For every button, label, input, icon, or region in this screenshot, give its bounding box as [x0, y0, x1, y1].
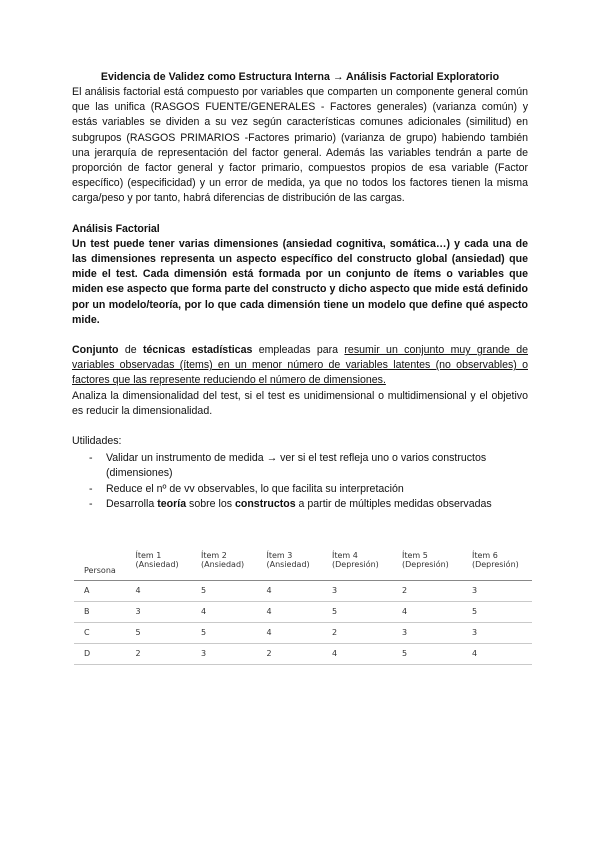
table-cell: 4 — [257, 622, 323, 643]
table-cell: 5 — [392, 643, 462, 664]
table-cell: 5 — [322, 601, 392, 622]
table-cell: 2 — [392, 580, 462, 601]
table-cell: 3 — [126, 601, 192, 622]
list-item: - Validar un instrumento de medida → ver si el test refleja uno o varios constructos (dimensiones) — [72, 451, 528, 481]
list-item — [72, 497, 528, 512]
table-row — [74, 643, 532, 664]
document-page — [72, 70, 528, 512]
table-header-item: Ítem 6 (Depresión) — [462, 540, 532, 580]
table-cell: 2 — [257, 643, 323, 664]
uses-heading: Utilidades: — [72, 435, 122, 448]
table-row — [74, 601, 532, 622]
list-item-text: a partir de múltiples medidas observadas — [295, 497, 492, 510]
table-cell: 4 — [392, 601, 462, 622]
table-cell: 5 — [191, 580, 257, 601]
spacer — [72, 419, 528, 434]
table-cell: 5 — [191, 622, 257, 643]
definition-underlined: resumir un conjunto muy grande de variables observadas (ítems) en un menor número de variables latentes (no observables) o factores que las represente reduciendo el número de dimensiones. — [72, 344, 529, 387]
list-item-text: Desarrolla — [106, 497, 158, 510]
table-cell: 3 — [462, 580, 532, 601]
uses-list — [72, 451, 528, 512]
list-item: - Reduce el nº de vv observables, lo que facilita su interpretación — [72, 482, 528, 497]
table-cell-person: D — [74, 643, 126, 664]
definition-paragraph — [72, 343, 528, 389]
table-header-item: Ítem 1 (Ansiedad) — [126, 540, 192, 580]
table-cell-person: C — [74, 622, 126, 643]
table-cell: 4 — [191, 601, 257, 622]
list-item-text: sobre los — [186, 497, 235, 510]
table-cell: 4 — [257, 601, 323, 622]
table-cell-person: A — [74, 580, 126, 601]
definition-connector: de — [118, 344, 143, 357]
table-cell: 3 — [322, 580, 392, 601]
table-header-person: Persona — [74, 540, 126, 580]
document-title: Evidencia de Validez como Estructura Interna → Análisis Factorial Exploratorio — [100, 71, 500, 83]
data-table — [74, 540, 532, 665]
table-cell: 4 — [462, 643, 532, 664]
table-cell: 4 — [257, 580, 323, 601]
table-cell: 3 — [462, 622, 532, 643]
definition-keyword: técnicas estadísticas — [142, 344, 253, 357]
table-header-item: Ítem 2 (Ansiedad) — [191, 540, 257, 580]
table-row — [74, 622, 532, 643]
table-header-item: Ítem 5 (Depresión) — [392, 540, 462, 580]
table-cell-person: B — [74, 601, 126, 622]
analysis-paragraph: Analiza la dimensionalidad del test, si el test es unidimensional o multidimensional y el objetivo es reducir la dimensionalidad. — [72, 389, 528, 417]
table-header-item: Ítem 3 (Ansiedad) — [257, 540, 323, 580]
table-cell: 4 — [322, 643, 392, 664]
table-cell: 4 — [126, 580, 192, 601]
spacer — [72, 328, 528, 343]
table-cell: 2 — [126, 643, 192, 664]
table-header-item: Ítem 4 (Depresión) — [322, 540, 392, 580]
definition-term: Conjunto — [72, 344, 119, 357]
table-cell: 3 — [392, 622, 462, 643]
table-row — [74, 580, 532, 601]
table-cell: 5 — [462, 601, 532, 622]
table-cell: 2 — [322, 622, 392, 643]
list-item-keyword: constructos — [234, 497, 296, 510]
intro-paragraph: El análisis factorial está compuesto por variables que comparten un componente general común que las unifica (RASGOS FUENTE/GENERALES - Factores generales) (varianza común) y estás variables se dividen a su vez según características comunes adicionales (similitud) en subgrupos (RASGOS PRIMARIOS -Factores primario) (varianza de grupo) habiendo también una jerarquía de representación del factor general. Además las variables tendrán a parte de proporción de factor general y factor primario, compuestos propios de esa variable (Factor específico) (especificidad) y un error de medida, ya que no todos los factores tienen la misma carga/peso y por tanto, habrá diferencias de distribución de las cargas. — [72, 86, 528, 205]
table-header-row — [74, 540, 532, 580]
spacer — [72, 207, 528, 222]
section-paragraph: Un test puede tener varias dimensiones (ansiedad cognitiva, somática…) y cada una de las dimensiones representa un aspecto específico del constructo global (ansiedad) que mide el test. Cada dimensión está formada por un conjunto de ítems o variables que miden ese aspecto que forma parte del constructo y dicho aspecto que mide está definido por un modelo/teoría, por lo que cada dimensión tiene un modelo que define qué aspecto mide. — [72, 237, 528, 326]
list-item-keyword: teoría — [157, 497, 187, 510]
table-cell: 3 — [191, 643, 257, 664]
table-cell: 5 — [126, 622, 192, 643]
definition-connector: empleadas para — [252, 344, 345, 357]
section-heading: Análisis Factorial — [72, 222, 160, 235]
